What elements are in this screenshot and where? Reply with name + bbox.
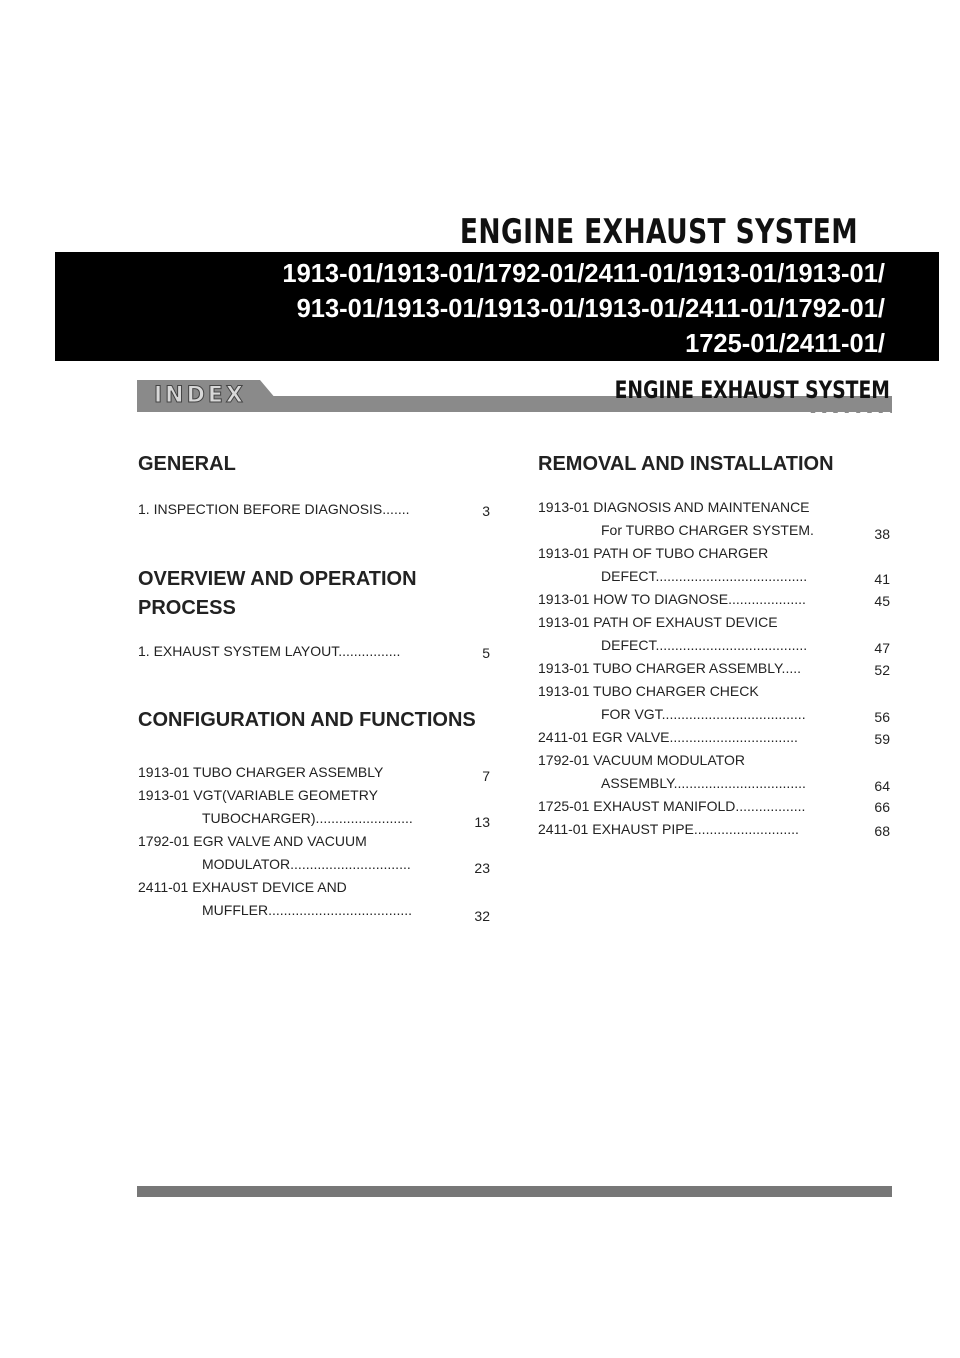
index-title: ENGINE EXHAUST SYSTEM [614, 376, 890, 404]
toc-entry-vgt[interactable]: 1913-01 VGT(VARIABLE GEOMETRY [138, 787, 378, 803]
toc-entry-tubo-assembly[interactable]: 1913-01 TUBO CHARGER ASSEMBLY [138, 764, 384, 780]
toc-entry-how-to-diagnose[interactable]: 1913-01 HOW TO DIAGNOSE.................... [538, 591, 806, 607]
toc-page-59: 59 [874, 731, 890, 747]
index-label: INDEX [154, 383, 246, 408]
toc-entry-path-exhaust[interactable]: 1913-01 PATH OF EXHAUST DEVICE [538, 614, 778, 630]
toc-entry-tubo-charger-assembly[interactable]: 1913-01 TUBO CHARGER ASSEMBLY..... [538, 660, 801, 676]
toc-page-45: 45 [874, 593, 890, 609]
toc-page-5: 5 [482, 645, 490, 661]
toc-entry-inspection[interactable]: 1. INSPECTION BEFORE DIAGNOSIS....... [138, 501, 410, 517]
code-line-3: 1725-01/2411-01/ [685, 330, 885, 358]
toc-entry-exhaust-manifold[interactable]: 1725-01 EXHAUST MANIFOLD.................. [538, 798, 806, 814]
hatch-decoration [808, 404, 892, 413]
toc-entry-layout[interactable]: 1. EXHAUST SYSTEM LAYOUT................ [138, 643, 401, 659]
toc-page-64: 64 [874, 778, 890, 794]
toc-entry-egr-vacuum-cont[interactable]: MODULATOR............................... [202, 856, 411, 872]
toc-entry-path-exhaust-cont[interactable]: DEFECT....................................... [601, 637, 808, 653]
footer-bar [137, 1186, 892, 1197]
toc-entry-exhaust-device[interactable]: 2411-01 EXHAUST DEVICE AND [138, 879, 347, 895]
toc-page-38: 38 [874, 526, 890, 542]
toc-entry-vacuum-modulator[interactable]: 1792-01 VACUUM MODULATOR [538, 752, 745, 768]
heading-overview-1: OVERVIEW AND OPERATION [138, 568, 417, 590]
toc-page-52: 52 [874, 662, 890, 678]
code-line-2: 913-01/1913-01/1913-01/1913-01/2411-01/1792-01/ [296, 295, 885, 323]
toc-page-56: 56 [874, 709, 890, 725]
page-title: ENGINE EXHAUST SYSTEM [459, 212, 858, 252]
toc-entry-exhaust-device-cont[interactable]: MUFFLER..................................... [202, 902, 413, 918]
toc-entry-tubo-check-cont[interactable]: FOR VGT..................................... [601, 706, 806, 722]
toc-entry-egr-valve[interactable]: 2411-01 EGR VALVE................................. [538, 729, 798, 745]
toc-entry-vacuum-modulator-cont[interactable]: ASSEMBLY.................................. [601, 775, 806, 791]
toc-entry-vgt-cont[interactable]: TUBOCHARGER)......................... [202, 810, 413, 826]
toc-page-41: 41 [874, 571, 890, 587]
toc-page-47: 47 [874, 640, 890, 656]
toc-entry-exhaust-pipe[interactable]: 2411-01 EXHAUST PIPE........................... [538, 821, 799, 837]
toc-page-23: 23 [474, 860, 490, 876]
toc-page-66: 66 [874, 799, 890, 815]
toc-page-32: 32 [474, 908, 490, 924]
toc-entry-tubo-check[interactable]: 1913-01 TUBO CHARGER CHECK [538, 683, 759, 699]
toc-page-3: 3 [482, 503, 490, 519]
heading-overview-2: PROCESS [138, 597, 236, 619]
toc-entry-egr-vacuum[interactable]: 1792-01 EGR VALVE AND VACUUM [138, 833, 367, 849]
toc-entry-diagnosis-maint-cont[interactable]: For TURBO CHARGER SYSTEM. [601, 522, 814, 538]
heading-removal: REMOVAL AND INSTALLATION [538, 453, 834, 475]
toc-entry-path-tubo-cont[interactable]: DEFECT....................................... [601, 568, 808, 584]
toc-page-68: 68 [874, 823, 890, 839]
heading-config: CONFIGURATION AND FUNCTIONS [138, 709, 476, 731]
heading-general: GENERAL [138, 453, 236, 475]
toc-page-13: 13 [474, 814, 490, 830]
toc-entry-diagnosis-maint[interactable]: 1913-01 DIAGNOSIS AND MAINTENANCE [538, 499, 810, 515]
toc-page-7: 7 [482, 768, 490, 784]
toc-entry-path-tubo[interactable]: 1913-01 PATH OF TUBO CHARGER [538, 545, 769, 561]
code-line-1: 1913-01/1913-01/1792-01/2411-01/1913-01/1913-01/ [282, 260, 885, 288]
